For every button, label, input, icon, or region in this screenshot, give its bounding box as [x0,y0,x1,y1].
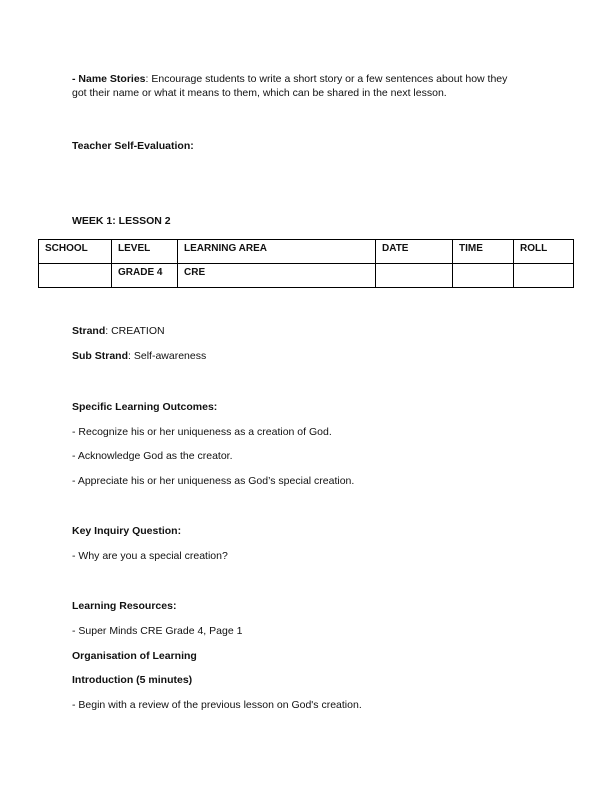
inquiry-item: - Why are you a special creation? [72,550,228,562]
cell-time [453,264,514,288]
cell-learning-area: CRE [178,264,376,288]
table-header-row [39,240,574,264]
outcome-item: - Acknowledge God as the creator. [72,450,233,462]
sub-strand-value: : Self-awareness [128,350,207,362]
resources-item: - Super Minds CRE Grade 4, Page 1 [72,625,243,637]
header-time: TIME [453,240,514,264]
cell-school [39,264,112,288]
header-learning-area: LEARNING AREA [178,240,376,264]
lesson-info-table [38,239,574,288]
lesson-title: WEEK 1: LESSON 2 [72,215,171,227]
strand-line [72,325,165,337]
name-stories-text-2: got their name or what it means to them, which can be shared in the next lesson. [72,87,447,99]
introduction-item: - Begin with a review of the previous lesson on God's creation. [72,699,362,711]
header-school: SCHOOL [39,240,112,264]
resources-heading: Learning Resources: [72,600,177,612]
name-stories-label: - Name Stories [72,73,146,85]
strand-value: : CREATION [105,325,165,337]
sub-strand-line [72,350,206,362]
inquiry-heading: Key Inquiry Question: [72,525,182,537]
sub-strand-label: Sub Strand [72,350,129,362]
header-level: LEVEL [112,240,178,264]
cell-roll [514,264,574,288]
header-roll: ROLL [514,240,574,264]
organisation-heading: Organisation of Learning [72,650,197,662]
cell-date [376,264,453,288]
cell-level: GRADE 4 [112,264,178,288]
outcome-item: - Recognize his or her uniqueness as a creation of God. [72,426,332,438]
outcomes-heading: Specific Learning Outcomes: [72,401,218,413]
outcome-item: - Appreciate his or her uniqueness as God’s special creation. [72,475,355,487]
table-row [39,264,574,288]
strand-label: Strand [72,325,106,337]
introduction-heading: Introduction (5 minutes) [72,674,193,686]
self-evaluation-heading: Teacher Self-Evaluation: [72,140,194,152]
header-date: DATE [376,240,453,264]
name-stories-text-1: : Encourage students to write a short story or a few sentences about how they [145,73,508,85]
name-stories-paragraph [72,72,507,100]
